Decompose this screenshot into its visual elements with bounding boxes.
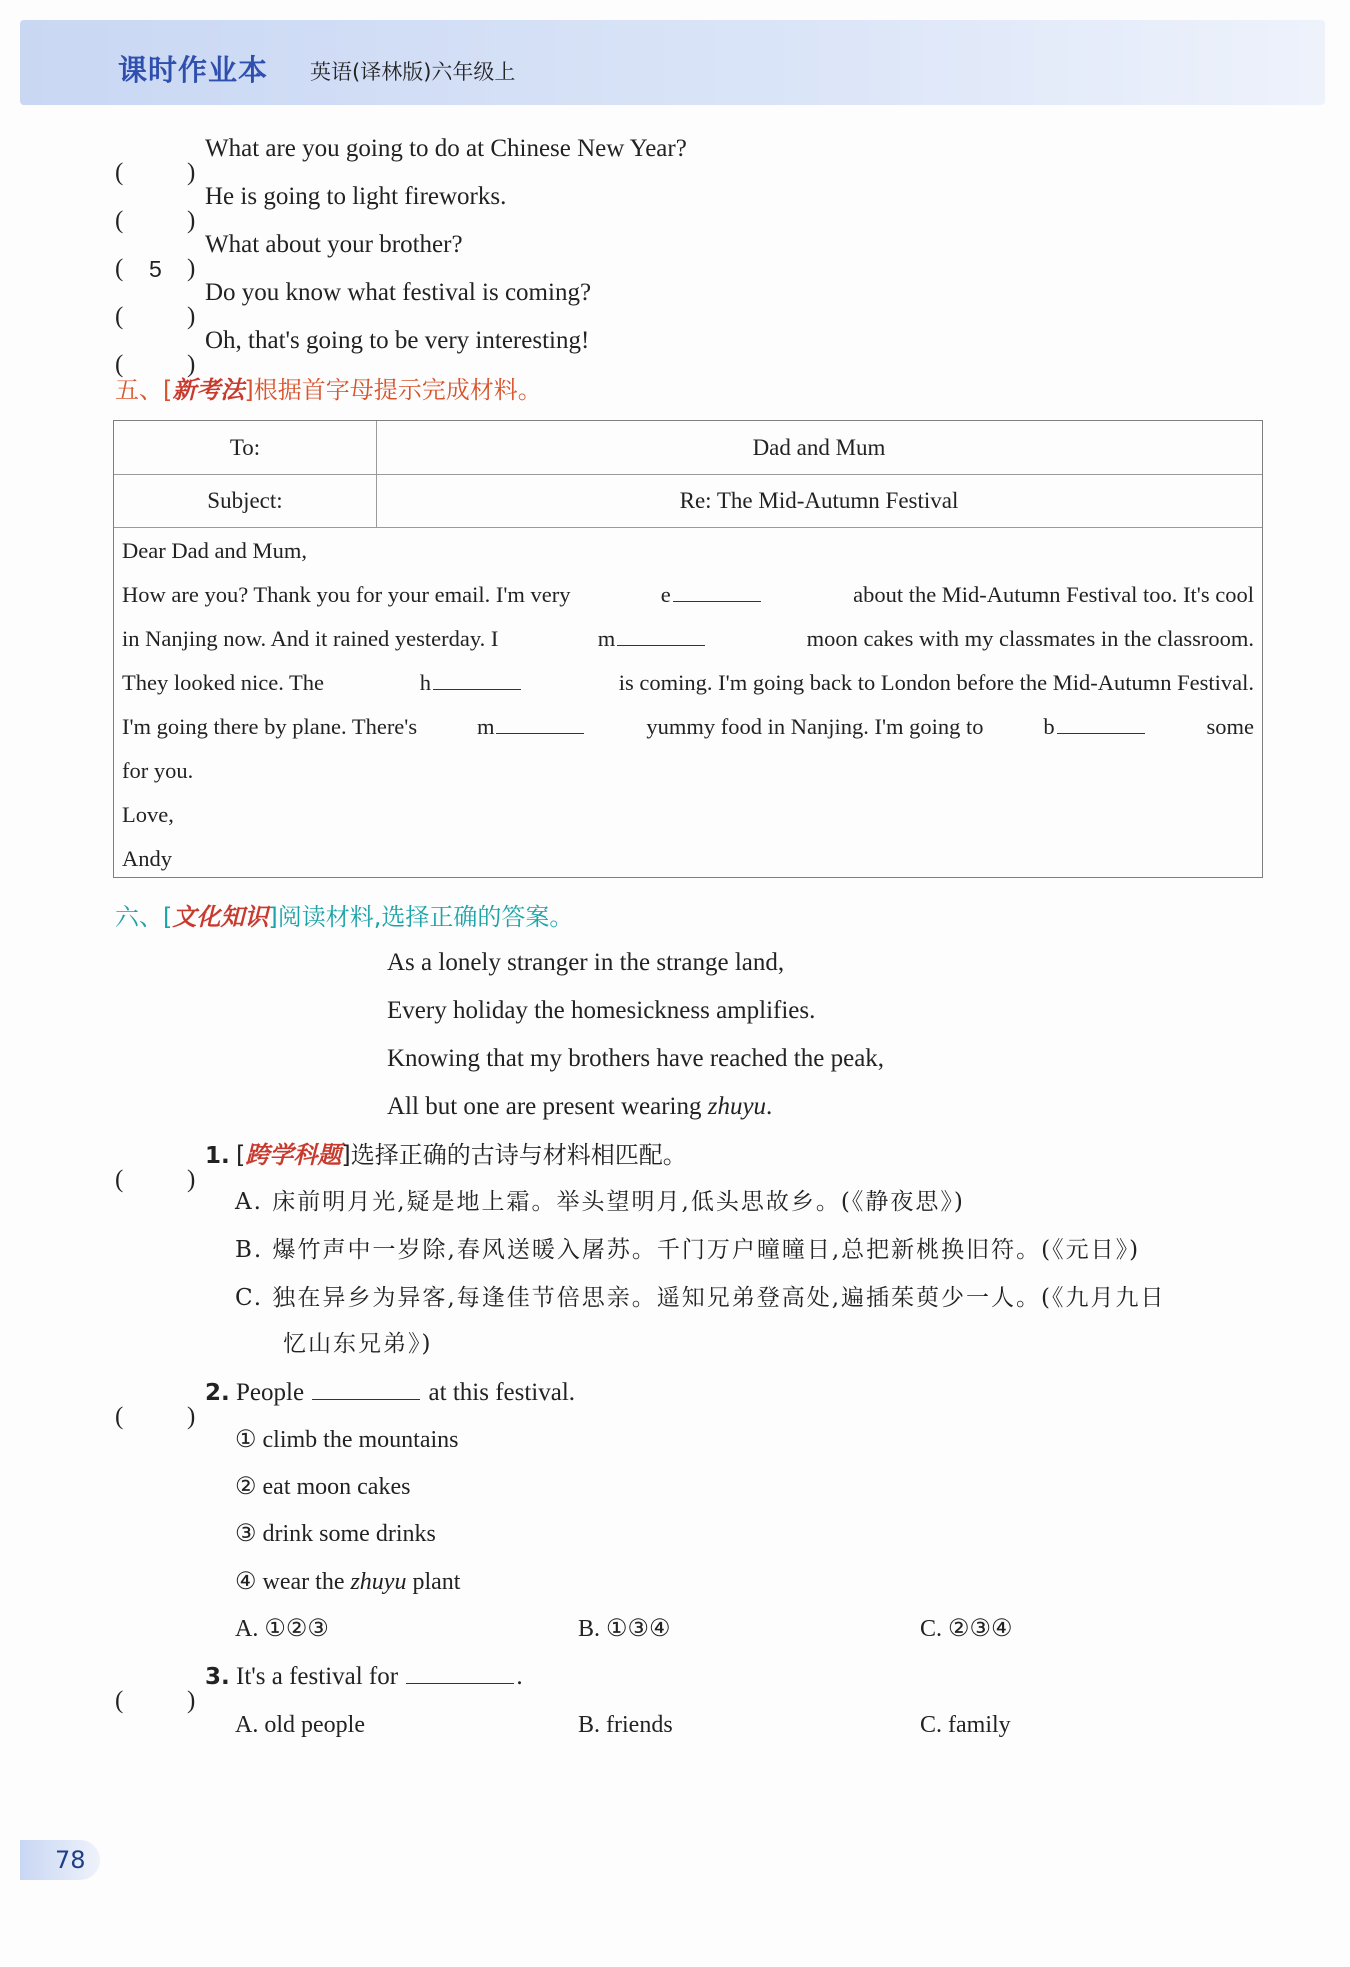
q3-option-c[interactable]: C. family xyxy=(920,1712,1011,1738)
answer-slot[interactable]: 5 xyxy=(149,256,162,282)
page-number: 78 xyxy=(20,1840,100,1880)
closing: Love, xyxy=(122,802,174,827)
question-3: ( ) 3. It's a festival for . xyxy=(115,1663,523,1714)
subject-row xyxy=(114,474,1262,528)
q3-option-b[interactable]: B. friends xyxy=(578,1712,673,1738)
ordering-item: ( 5 ) What about your brother? xyxy=(115,228,463,262)
email-table xyxy=(113,420,1263,878)
subject-label: Subject: xyxy=(114,474,377,527)
q2-option-b[interactable]: B. ①③④ xyxy=(578,1616,671,1642)
q1-option-a[interactable]: A. 床前明月光,疑是地上霜。举头望明月,低头思故乡。(《静夜思》) xyxy=(235,1189,965,1215)
poem-line: Knowing that my brothers have reached the peak, xyxy=(387,1045,885,1072)
section-6-tag: 文化知识 xyxy=(172,902,269,931)
q2-item: ④ wear the zhuyu plant xyxy=(235,1569,461,1595)
ordering-item: ( ) Oh, that's going to be very interesting! xyxy=(115,327,590,378)
to-value: Dad and Mum xyxy=(752,434,886,460)
ordering-item: ( ) Do you know what festival is coming? xyxy=(115,279,592,330)
email-line: in Nanjing now. And it rained yesterday. I m moon cakes with my classmates in the classroom. xyxy=(122,626,1254,651)
q3-option-a[interactable]: A. old people xyxy=(235,1712,365,1738)
q2-option-a[interactable]: A. ①②③ xyxy=(235,1616,329,1642)
ordering-item: ( ) He is going to light fireworks. xyxy=(115,183,507,234)
q1-option-b[interactable]: B. 爆竹声中一岁除,春风送暖入屠苏。千门万户曈曈日,总把新桃换旧符。(《元日》) xyxy=(235,1237,1141,1263)
subject-value: Re: The Mid-Autumn Festival xyxy=(679,487,959,513)
email-line: for you. xyxy=(122,758,194,783)
to-row xyxy=(114,421,1262,475)
blank-field[interactable] xyxy=(673,581,761,602)
book-title: 英语(译林版)六年级上 xyxy=(310,60,516,84)
to-label: To: xyxy=(114,421,377,474)
blank-field[interactable] xyxy=(312,1379,420,1400)
cross-subject-tag: 跨学科题 xyxy=(245,1140,342,1169)
email-body xyxy=(122,529,1254,881)
poem-line: As a lonely stranger in the strange land, xyxy=(387,949,785,976)
q2-option-c[interactable]: C. ②③④ xyxy=(920,1616,1013,1642)
blank-field[interactable] xyxy=(433,669,521,690)
poem-line: All but one are present wearing zhuyu. xyxy=(387,1093,773,1120)
q1-option-c[interactable]: C. 独在异乡为异客,每逢佳节倍思亲。遥知兄弟登高处,遍插茱萸少一人。(《九月九日 xyxy=(235,1285,1166,1311)
section-6-heading: 六、[文化知识]阅读材料,选择正确的答案。 xyxy=(115,902,574,931)
q2-item: ② eat moon cakes xyxy=(235,1474,411,1500)
email-line: They looked nice. The h is coming. I'm going back to London before the Mid-Autumn Festival. xyxy=(122,670,1254,695)
q2-item: ③ drink some drinks xyxy=(235,1521,436,1547)
email-line: How are you? Thank you for your email. I'm very e about the Mid-Autumn Festival too. It's cool xyxy=(122,582,1254,607)
question-1: ( ) 1. [跨学科题]选择正确的古诗与材料相匹配。 xyxy=(115,1140,687,1193)
blank-field[interactable] xyxy=(406,1663,514,1684)
blank-field[interactable] xyxy=(1057,713,1145,734)
q2-item: ① climb the mountains xyxy=(235,1427,459,1453)
header-banner xyxy=(20,20,1325,105)
greeting: Dear Dad and Mum, xyxy=(122,538,307,563)
section-5-tag: 新考法 xyxy=(172,375,245,404)
blank-field[interactable] xyxy=(617,625,705,646)
signature: Andy xyxy=(122,846,172,871)
ordering-item: ( ) What are you going to do at Chinese New Year? xyxy=(115,135,687,186)
question-2: ( ) 2. People at this festival. xyxy=(115,1379,576,1430)
poem-line: Every holiday the homesickness amplifies. xyxy=(387,997,816,1024)
section-5-heading: 五、[新考法]根据首字母提示完成材料。 xyxy=(115,375,542,404)
brand-title: 课时作业本 xyxy=(118,53,269,87)
email-line: I'm going there by plane. There's m yummy food in Nanjing. I'm going to b some xyxy=(122,714,1254,739)
q1-option-c-cont: 忆山东兄弟》) xyxy=(283,1331,433,1357)
blank-field[interactable] xyxy=(496,713,584,734)
